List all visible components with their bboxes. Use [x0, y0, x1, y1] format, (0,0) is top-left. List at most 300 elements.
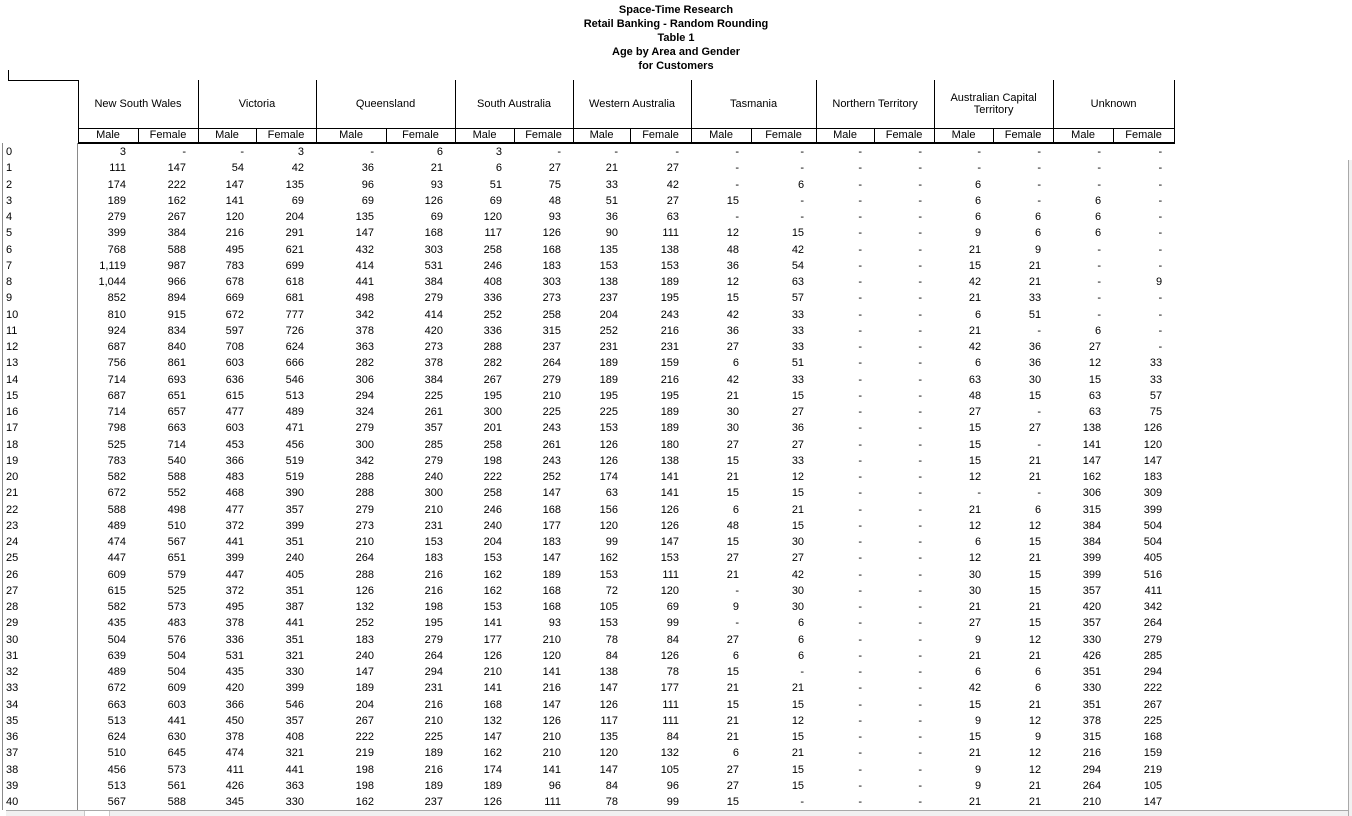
- data-cell: 153: [599, 259, 619, 272]
- data-cell: 531: [424, 259, 444, 272]
- data-cell: 282: [355, 357, 375, 370]
- data-cell: 651: [167, 552, 186, 565]
- age-row-label: 12: [6, 341, 19, 353]
- data-cell: 99: [605, 536, 619, 548]
- data-cell: -: [918, 666, 923, 678]
- data-cell: -: [1158, 162, 1163, 175]
- data-cell: 378: [225, 731, 244, 743]
- data-cell: -: [918, 292, 923, 305]
- data-cell: -: [1158, 194, 1163, 207]
- gender-header: Female: [386, 128, 455, 143]
- gender-header: Male: [816, 128, 874, 143]
- data-cell: 33: [1028, 292, 1042, 305]
- data-cell: 258: [483, 438, 503, 451]
- data-cell: 210: [542, 633, 562, 646]
- data-cell: 141: [483, 617, 503, 630]
- data-cell: 21: [430, 162, 444, 175]
- data-cell: 27: [726, 438, 740, 451]
- data-cell: 630: [167, 731, 186, 743]
- data-cell: 384: [167, 227, 186, 240]
- data-cell: 21: [791, 747, 805, 760]
- data-cell: 408: [483, 276, 503, 288]
- horizontal-scrollbar[interactable]: [6, 810, 1352, 816]
- data-cell: 159: [1143, 747, 1163, 760]
- data-cell: 27: [1028, 422, 1042, 435]
- data-cell: 42: [666, 178, 680, 191]
- data-cell: 258: [483, 487, 503, 500]
- table-row: [2, 388, 1174, 404]
- data-cell: 219: [1143, 763, 1163, 776]
- data-cell: 6: [436, 146, 444, 158]
- table-row: [2, 583, 1174, 599]
- data-cell: -: [918, 146, 923, 158]
- data-cell: 258: [542, 308, 562, 321]
- data-cell: -: [858, 341, 863, 353]
- table-row: [2, 193, 1174, 209]
- data-cell: 384: [1082, 536, 1102, 548]
- data-cell: 21: [791, 682, 805, 695]
- title-line-dataset: Retail Banking - Random Rounding: [583, 18, 769, 30]
- data-cell: 330: [1082, 633, 1102, 646]
- data-cell: 147: [483, 731, 503, 743]
- age-row-label: 4: [6, 211, 13, 223]
- data-cell: 15: [791, 698, 805, 711]
- data-cell: 384: [424, 276, 444, 288]
- data-cell: 273: [355, 519, 375, 532]
- data-cell: 162: [1082, 471, 1102, 483]
- data-cell: 708: [225, 341, 244, 353]
- data-cell: 378: [1082, 714, 1102, 727]
- data-cell: -: [858, 471, 863, 483]
- data-cell: 30: [791, 536, 805, 548]
- data-cell: 405: [1143, 552, 1163, 565]
- data-cell: 210: [542, 747, 562, 760]
- age-row-label: 38: [6, 763, 19, 776]
- data-cell: 6: [1094, 324, 1102, 337]
- data-cell: 174: [107, 178, 126, 191]
- data-cell: -: [1158, 243, 1163, 256]
- data-cell: 222: [167, 178, 186, 191]
- data-cell: 99: [666, 796, 680, 808]
- data-cell: 420: [424, 324, 444, 337]
- data-cell: 6: [797, 178, 805, 191]
- data-cell: 126: [355, 584, 375, 597]
- data-cell: 399: [107, 227, 126, 240]
- age-row-label: 21: [6, 487, 19, 500]
- data-cell: 294: [424, 666, 444, 678]
- data-cell: 498: [355, 292, 375, 305]
- data-cell: 3: [119, 146, 126, 158]
- data-cell: 687: [107, 341, 126, 353]
- data-cell: 111: [109, 162, 126, 175]
- data-cell: 147: [167, 162, 186, 175]
- horizontal-scrollbar-thumb[interactable]: [84, 811, 110, 816]
- data-cell: 294: [1143, 666, 1163, 678]
- data-cell: 21: [1028, 649, 1042, 662]
- data-cell: 1,044: [98, 276, 126, 288]
- data-cell: -: [1037, 438, 1042, 451]
- data-cell: 699: [285, 259, 305, 272]
- data-cell: 12: [726, 276, 740, 288]
- data-cell: 243: [542, 454, 562, 467]
- table-row: [2, 729, 1174, 745]
- title-line-organisation: Space-Time Research: [618, 4, 734, 16]
- data-cell: -: [858, 194, 863, 207]
- data-cell: -: [800, 666, 805, 678]
- data-cell: 6: [974, 357, 982, 370]
- data-cell: 216: [424, 763, 444, 776]
- data-cell: 126: [660, 649, 680, 662]
- data-cell: 30: [968, 568, 982, 581]
- data-cell: -: [918, 552, 923, 565]
- data-cell: 42: [968, 682, 982, 695]
- table-row: [2, 550, 1174, 566]
- age-row-label: 9: [6, 292, 13, 305]
- data-cell: 147: [599, 763, 619, 776]
- age-row-label: 16: [6, 406, 19, 418]
- data-cell: 15: [726, 666, 740, 678]
- data-cell: -: [918, 763, 923, 776]
- data-cell: 174: [483, 763, 503, 776]
- data-cell: -: [858, 308, 863, 321]
- table-row: [2, 404, 1174, 420]
- data-cell: 15: [968, 698, 982, 711]
- data-cell: 183: [542, 259, 562, 272]
- data-cell: 36: [1028, 357, 1042, 370]
- data-cell: 42: [791, 243, 805, 256]
- data-cell: 201: [483, 422, 503, 435]
- data-cell: 666: [285, 357, 305, 370]
- data-cell: -: [918, 438, 923, 451]
- data-cell: 162: [355, 796, 375, 808]
- data-cell: 588: [167, 471, 186, 483]
- data-cell: -: [918, 519, 923, 532]
- data-cell: 126: [660, 503, 680, 516]
- data-cell: 21: [726, 471, 740, 483]
- table-row: [2, 225, 1174, 241]
- data-cell: 609: [167, 682, 186, 695]
- area-header: South Australia: [455, 80, 573, 128]
- data-cell: 21: [726, 714, 740, 727]
- data-cell: 615: [225, 389, 244, 402]
- data-cell: 267: [483, 373, 503, 386]
- data-cell: 300: [424, 487, 444, 500]
- data-cell: -: [1158, 211, 1163, 223]
- data-cell: 12: [1028, 747, 1042, 760]
- data-cell: 243: [660, 308, 680, 321]
- data-cell: -: [918, 276, 923, 288]
- data-cell: 105: [599, 601, 619, 613]
- data-cell: 6: [732, 503, 740, 516]
- data-cell: 756: [107, 357, 126, 370]
- table-row: [2, 177, 1174, 193]
- table-row: [2, 323, 1174, 339]
- data-cell: 69: [291, 194, 305, 207]
- vertical-scrollbar[interactable]: [1348, 160, 1352, 816]
- data-cell: 435: [107, 617, 126, 630]
- data-cell: 531: [225, 649, 244, 662]
- data-cell: -: [918, 357, 923, 370]
- data-cell: 21: [968, 292, 982, 305]
- data-cell: 195: [599, 389, 619, 402]
- data-cell: 267: [167, 211, 186, 223]
- data-cell: 411: [1144, 584, 1163, 597]
- data-cell: 111: [662, 714, 680, 727]
- data-cell: 504: [107, 633, 126, 646]
- age-row-label: 29: [6, 617, 19, 630]
- data-cell: 21: [605, 162, 619, 175]
- data-cell: 489: [107, 666, 126, 678]
- data-cell: 225: [1143, 714, 1163, 727]
- data-cell: 210: [424, 503, 444, 516]
- data-cell: 111: [662, 227, 680, 240]
- data-cell: 231: [599, 341, 619, 353]
- title-line-population: for Customers: [638, 60, 714, 72]
- table-row: [2, 648, 1174, 664]
- data-cell: 15: [968, 731, 982, 743]
- data-cell: 861: [167, 357, 186, 370]
- data-cell: 12: [791, 471, 805, 483]
- data-cell: -: [918, 731, 923, 743]
- data-cell: 657: [167, 406, 186, 418]
- data-cell: 57: [791, 292, 805, 305]
- data-cell: 264: [542, 357, 562, 370]
- data-cell: 21: [968, 243, 982, 256]
- data-cell: 27: [791, 552, 805, 565]
- data-cell: 9: [732, 601, 740, 613]
- data-cell: 783: [225, 259, 244, 272]
- data-cell: 183: [542, 536, 562, 548]
- data-cell: -: [182, 146, 186, 158]
- data-cell: 126: [599, 698, 619, 711]
- data-cell: 6: [495, 162, 503, 175]
- table-row: [2, 794, 1174, 810]
- data-cell: -: [858, 519, 863, 532]
- data-cell: 6: [1034, 211, 1042, 223]
- data-cell: 546: [285, 698, 305, 711]
- data-cell: 33: [1149, 357, 1163, 370]
- data-cell: 663: [167, 422, 186, 435]
- area-header-row: [2, 80, 1174, 128]
- table-row: [2, 469, 1174, 485]
- data-cell: 351: [1082, 698, 1102, 711]
- data-cell: 48: [548, 194, 562, 207]
- data-cell: 435: [225, 666, 244, 678]
- data-cell: 132: [483, 714, 503, 727]
- data-cell: -: [918, 714, 923, 727]
- data-cell: 693: [167, 373, 186, 386]
- data-cell: 48: [726, 519, 740, 532]
- data-cell: 525: [167, 584, 186, 597]
- data-cell: -: [858, 243, 863, 256]
- data-cell: 519: [285, 454, 305, 467]
- data-cell: 399: [1143, 503, 1163, 516]
- data-cell: 189: [424, 779, 444, 792]
- title-line-table-number: Table 1: [657, 32, 695, 44]
- data-cell: 153: [424, 536, 444, 548]
- data-cell: 168: [542, 503, 562, 516]
- data-cell: -: [918, 682, 923, 695]
- data-cell: 303: [424, 243, 444, 256]
- data-cell: 189: [355, 682, 375, 695]
- data-cell: 27: [1088, 341, 1102, 353]
- data-cell: 426: [225, 779, 244, 792]
- data-cell: 231: [660, 341, 680, 353]
- data-cell: -: [858, 146, 863, 158]
- age-row-label: 2: [6, 178, 13, 191]
- data-cell: 198: [355, 763, 375, 776]
- data-cell: 21: [968, 796, 982, 808]
- data-cell: 15: [726, 698, 740, 711]
- age-row-label: 5: [6, 227, 13, 240]
- table-row: [2, 615, 1174, 631]
- data-cell: 15: [791, 731, 805, 743]
- data-cell: 582: [107, 471, 126, 483]
- data-cell: 9: [974, 227, 982, 240]
- data-cell: 96: [666, 779, 680, 792]
- data-cell: -: [858, 584, 863, 597]
- data-cell: 456: [107, 763, 126, 776]
- data-cell: 36: [1028, 341, 1042, 353]
- table-row: [2, 355, 1174, 371]
- data-cell: 204: [599, 308, 619, 321]
- data-cell: 240: [355, 649, 375, 662]
- data-cell: 525: [107, 438, 126, 451]
- data-cell: 168: [542, 601, 562, 613]
- data-cell: 33: [1149, 373, 1163, 386]
- data-cell: 618: [285, 276, 305, 288]
- data-cell: 321: [285, 747, 305, 760]
- data-cell: 78: [605, 796, 619, 808]
- data-cell: 204: [483, 536, 503, 548]
- data-cell: 324: [355, 406, 375, 418]
- data-cell: 357: [424, 422, 444, 435]
- data-cell: -: [918, 649, 923, 662]
- data-cell: 147: [1143, 454, 1163, 467]
- age-row-label: 26: [6, 568, 19, 581]
- data-cell: 252: [483, 308, 503, 321]
- data-cell: -: [918, 471, 923, 483]
- data-cell: 27: [726, 341, 740, 353]
- gender-header: Female: [874, 128, 934, 143]
- data-cell: 672: [107, 487, 126, 500]
- data-cell: -: [1037, 178, 1042, 191]
- data-cell: 153: [483, 601, 503, 613]
- data-cell: -: [918, 747, 923, 760]
- data-cell: -: [1158, 341, 1163, 353]
- data-cell: 294: [355, 389, 375, 402]
- data-cell: -: [735, 617, 740, 630]
- data-cell: 33: [791, 308, 805, 321]
- data-cell: 924: [107, 324, 126, 337]
- data-cell: 504: [1143, 519, 1163, 532]
- data-cell: 834: [167, 324, 186, 337]
- data-cell: 372: [225, 584, 244, 597]
- data-cell: 27: [726, 779, 740, 792]
- gender-header: Female: [514, 128, 573, 143]
- data-cell: 42: [726, 308, 740, 321]
- data-cell: 264: [1082, 779, 1102, 792]
- data-cell: 285: [424, 438, 444, 451]
- data-cell: 12: [791, 714, 805, 727]
- data-cell: 621: [285, 243, 305, 256]
- table-row: [2, 778, 1174, 794]
- data-cell: 156: [599, 503, 619, 516]
- data-cell: 198: [355, 779, 375, 792]
- data-cell: 42: [291, 162, 305, 175]
- data-cell: 138: [660, 243, 680, 256]
- data-cell: 405: [285, 568, 305, 581]
- data-cell: 147: [1082, 454, 1102, 467]
- data-cell: 147: [355, 666, 375, 678]
- data-cell: -: [858, 796, 863, 808]
- data-cell: 552: [167, 487, 186, 500]
- data-cell: 189: [599, 357, 619, 370]
- frame-tick: [8, 70, 9, 80]
- data-cell: 27: [548, 162, 562, 175]
- data-cell: 9: [1155, 276, 1163, 288]
- data-cell: 21: [726, 682, 740, 695]
- data-cell: 177: [660, 682, 680, 695]
- data-cell: 15: [1028, 536, 1042, 548]
- data-cell: -: [858, 276, 863, 288]
- data-cell: 27: [968, 406, 982, 418]
- data-cell: 27: [968, 617, 982, 630]
- data-cell: 420: [225, 682, 244, 695]
- data-cell: 162: [167, 194, 186, 207]
- data-cell: -: [918, 373, 923, 386]
- data-cell: 378: [355, 324, 375, 337]
- data-cell: 714: [107, 406, 126, 418]
- data-cell: 672: [225, 308, 244, 321]
- data-cell: 126: [483, 649, 503, 662]
- data-cell: 126: [542, 714, 562, 727]
- data-cell: 126: [542, 227, 562, 240]
- data-cell: 243: [542, 422, 562, 435]
- data-cell: -: [918, 341, 923, 353]
- data-cell: 471: [285, 422, 305, 435]
- data-cell: 84: [666, 633, 680, 646]
- data-cell: 216: [660, 373, 680, 386]
- data-cell: 852: [107, 292, 126, 305]
- data-cell: 504: [1143, 536, 1163, 548]
- data-cell: 399: [1082, 552, 1102, 565]
- data-cell: 6: [974, 308, 982, 321]
- data-cell: 15: [726, 292, 740, 305]
- data-cell: 147: [225, 178, 244, 191]
- data-cell: 357: [1082, 584, 1102, 597]
- age-row-label: 0: [6, 145, 13, 158]
- age-row-label: 20: [6, 471, 19, 483]
- data-cell: 567: [167, 536, 186, 548]
- title-line-table-name: Age by Area and Gender: [612, 46, 740, 58]
- data-cell: 141: [225, 194, 244, 207]
- area-header: Unknown: [1053, 80, 1174, 128]
- data-cell: 96: [361, 178, 375, 191]
- data-cell: -: [614, 146, 619, 158]
- data-cell: 138: [599, 666, 619, 678]
- data-cell: 6: [974, 666, 982, 678]
- data-cell: 204: [355, 698, 375, 711]
- data-cell: 561: [167, 779, 186, 792]
- data-cell: 15: [791, 227, 805, 240]
- data-cell: 300: [355, 438, 375, 451]
- data-cell: -: [240, 146, 244, 158]
- data-cell: 69: [430, 211, 444, 223]
- data-cell: 183: [355, 633, 375, 646]
- area-header: Western Australia: [573, 80, 691, 128]
- table-row: [2, 713, 1174, 729]
